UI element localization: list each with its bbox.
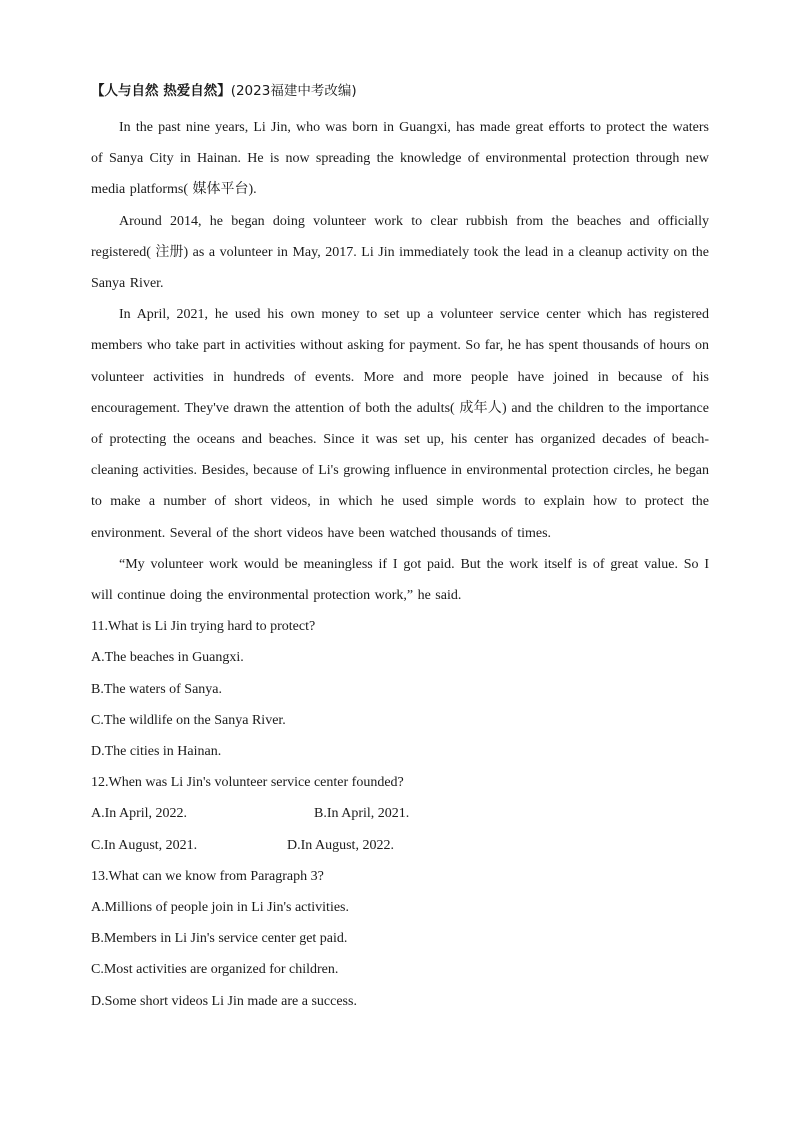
option-b: B.The waters of Sanya.	[91, 681, 223, 697]
question-13	[91, 861, 709, 1017]
option-b: B.Members in Li Jin's service center get paid.	[91, 931, 348, 947]
option-row-1	[91, 798, 709, 829]
option-d: D.In August, 2022.	[287, 837, 394, 853]
question-stem: 12.When was Li Jin's volunteer service center founded?	[91, 775, 404, 791]
option-a: A.The beaches in Guangxi.	[91, 650, 244, 666]
option-a: A.In April, 2022.	[91, 806, 188, 822]
paragraph-4: “My volunteer work would be meaningless if I got paid. But the work itself is of great value. So I will continue doing the environmental protection work,” he said.	[91, 556, 709, 604]
option-d: D.The cities in Hainan.	[91, 744, 222, 760]
option-d: D.Some short videos Li Jin made are a success.	[91, 993, 357, 1009]
paragraph-2: Around 2014, he began doing volunteer work to clear rubbish from the beaches and officially registered( 注册) as a volunteer in May, 2017. Li Jin immediately took the lead in a cleanup activity on the Sanya River.	[91, 213, 709, 292]
option-row-2	[91, 830, 709, 861]
source-note: (2023福建中考改编)	[230, 83, 357, 99]
option-a: A.Millions of people join in Li Jin's activities.	[91, 900, 350, 916]
question-stem: 11.What is Li Jin trying hard to protect?	[91, 619, 316, 635]
question-12	[91, 767, 709, 861]
option-c: C.In August, 2021.	[91, 837, 198, 853]
option-c: C.Most activities are organized for children.	[91, 962, 339, 978]
theme-tag: 【人与自然 热爱自然】	[91, 83, 231, 99]
option-c: C.The wildlife on the Sanya River.	[91, 712, 286, 728]
paragraph-1: In the past nine years, Li Jin, who was born in Guangxi, has made great efforts to protect the waters of Sanya City in Hainan. He is now spreading the knowledge of environmental protection through new media platforms( 媒体平台).	[91, 120, 709, 198]
reading-passage	[91, 80, 709, 1017]
question-11	[91, 611, 709, 767]
question-stem: 13.What can we know from Paragraph 3?	[91, 868, 324, 884]
option-b: B.In April, 2021.	[314, 806, 410, 822]
paragraph-3: In April, 2021, he used his own money to set up a volunteer service center which has registered members who take part in activities without asking for payment. So far, he has spent thousands of hours on volunteer activities in hundreds of events. More and more people have joined in because of his encouragement. They've drawn the attention of both the adults( 成年人) and the children to the importance of protecting the oceans and beaches. Since it was set up, his center has organized decades of beach-cleaning activities. Besides, because of Li's growing influence in environmental protection circles, he began to make a number of short videos, in which he used simple words to explain how to protect the environment. Several of the short videos have been watched thousands of times.	[91, 307, 709, 541]
section-heading	[91, 80, 709, 103]
